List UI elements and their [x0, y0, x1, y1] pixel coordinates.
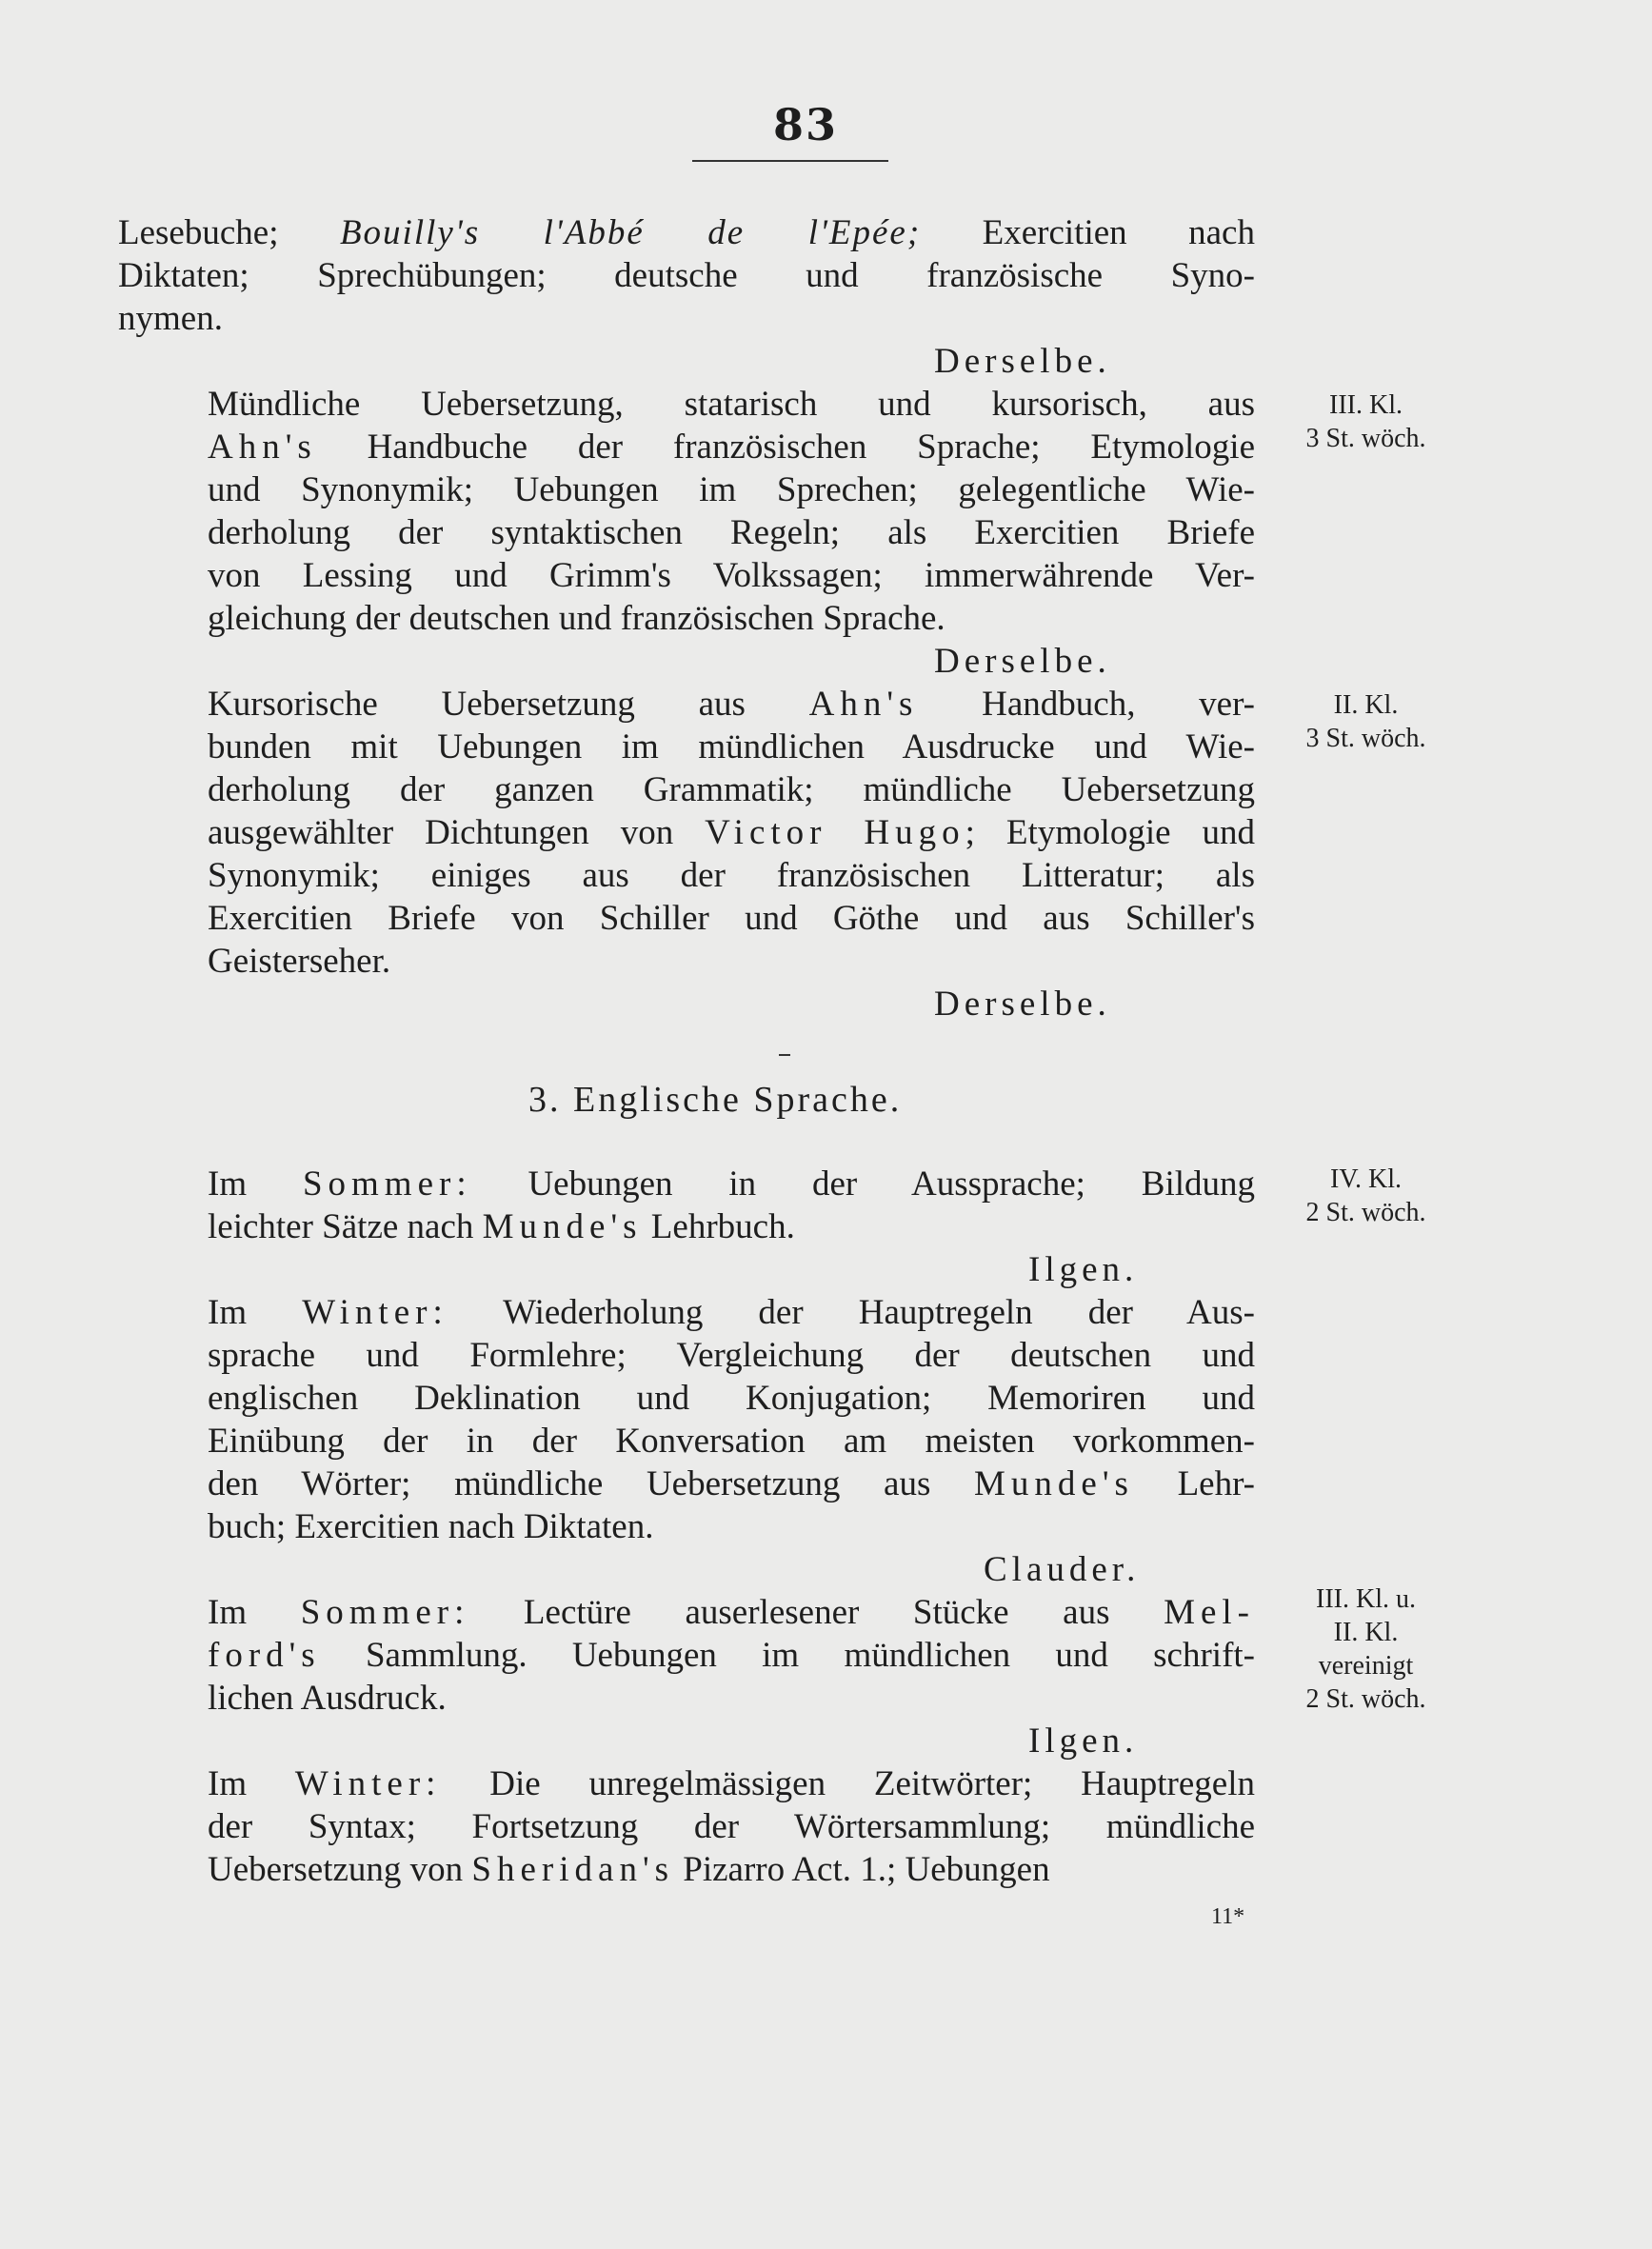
paragraph-6-body: [118, 1591, 1255, 1720]
page-number: 83: [772, 99, 838, 150]
section-heading: 3. Englische Sprache.: [528, 1080, 903, 1120]
signature-3: Derselbe.: [934, 985, 1111, 1024]
text-line: Lesebuche; Bouilly's l'Abbé de l'Epée; Exercitien nach: [118, 213, 1255, 252]
text-line: Im Winter: Die unregelmässigen Zeitwörter; Hauptregeln: [208, 1764, 1255, 1803]
text-line: ford's Sammlung. Uebungen im mündlichen und schrift-: [208, 1636, 1255, 1675]
spaced-name: Sheridan's: [471, 1850, 675, 1889]
margin-note-6: [1268, 1582, 1463, 1716]
text-line: bunden mit Uebungen im mündlichen Ausdrucke und Wie-: [208, 727, 1255, 766]
text-line: Mündliche Uebersetzung, statarisch und kursorisch, aus: [208, 385, 1255, 424]
spaced-name: Ahn's: [808, 685, 919, 724]
spaced-name: Sommer:: [300, 1593, 470, 1632]
spaced-name: Winter:: [302, 1293, 448, 1332]
signature-6: Ilgen.: [1028, 1722, 1139, 1761]
text-line: derholung der ganzen Grammatik; mündliche Uebersetzung: [208, 770, 1255, 809]
text-line: der Syntax; Fortsetzung der Wörtersammlung; mündliche: [208, 1807, 1255, 1846]
text-line: Im Sommer: Lectüre auserlesener Stücke aus Mel-: [208, 1593, 1255, 1632]
text-line: von Lessing und Grimm's Volkssagen; immerwährende Ver-: [208, 556, 1255, 595]
text-line: gleichung der deutschen und französischen Sprache.: [208, 599, 945, 638]
margin-note-4: [1268, 1163, 1463, 1229]
spaced-name: Victor Hugo: [705, 813, 965, 852]
spaced-name: Ahn's: [208, 428, 317, 467]
paragraph-5-body: [118, 1291, 1255, 1548]
signature-5: Clauder.: [984, 1550, 1141, 1589]
paragraph-4-body: [118, 1163, 1255, 1248]
text-line: Diktaten; Sprechübungen; deutsche und französische Syno-: [118, 256, 1255, 295]
margin-note-line: vereinigt: [1318, 1651, 1414, 1681]
paragraph-5: [118, 1291, 1255, 1548]
paragraph-1: [118, 211, 1255, 340]
signature-1: Derselbe.: [934, 342, 1111, 381]
spaced-name: Winter:: [294, 1764, 442, 1803]
margin-note-line: II. Kl.: [1333, 690, 1399, 720]
text-line: ausgewählter Dichtungen von Victor Hugo; Etymologie und: [208, 813, 1255, 852]
paragraph-7: [118, 1762, 1255, 1891]
text-line: Ahn's Handbuche der französischen Sprache; Etymologie: [208, 428, 1255, 467]
text-line: Exercitien Briefe von Schiller und Göthe und aus Schiller's: [208, 899, 1255, 938]
italic-title: Bouilly's l'Abbé de l'Epée;: [339, 213, 922, 252]
paragraph-2: [118, 383, 1255, 640]
margin-note-line: IV. Kl.: [1330, 1164, 1402, 1194]
section-dash: [779, 1054, 790, 1056]
paragraph-2-body: [118, 383, 1255, 640]
footer-signature: 11*: [1211, 1904, 1245, 1929]
text-line: lichen Ausdruck.: [208, 1679, 447, 1718]
spaced-name: Munde's: [482, 1207, 643, 1246]
text-line: Uebersetzung von Sheridan's Pizarro Act. 1.; Uebungen: [208, 1850, 1050, 1889]
paragraph-6: [118, 1591, 1255, 1720]
paragraph-3: [118, 683, 1255, 983]
spaced-name: ford's: [208, 1636, 321, 1675]
text-line: Kursorische Uebersetzung aus Ahn's Handbuch, ver-: [208, 685, 1255, 724]
margin-note-3: [1268, 688, 1463, 755]
margin-note-line: III. Kl.: [1329, 390, 1403, 420]
text-line: und Synonymik; Uebungen im Sprechen; gelegentliche Wie-: [208, 470, 1255, 509]
margin-note-line: 3 St. wöch.: [1305, 424, 1426, 453]
paragraph-4: [118, 1163, 1255, 1248]
paragraph-7-body: [118, 1762, 1255, 1891]
spaced-name: Sommer:: [302, 1164, 472, 1204]
margin-note-line: 3 St. wöch.: [1305, 724, 1426, 753]
text-line: sprache und Formlehre; Vergleichung der deutschen und: [208, 1336, 1255, 1375]
paragraph-3-body: [118, 683, 1255, 983]
signature-4: Ilgen.: [1028, 1250, 1139, 1289]
margin-note-line: 2 St. wöch.: [1305, 1684, 1426, 1714]
text-line: Im Sommer: Uebungen in der Aussprache; Bildung: [208, 1164, 1256, 1204]
text-line: leichter Sätze nach Munde's Lehrbuch.: [208, 1207, 795, 1246]
signature-2: Derselbe.: [934, 642, 1111, 681]
text-line: Im Winter: Wiederholung der Hauptregeln der Aus-: [208, 1293, 1255, 1332]
margin-note-2: [1268, 388, 1463, 455]
text-line: Geisterseher.: [208, 942, 391, 981]
text-line: Einübung der in der Konversation am meisten vorkommen-: [208, 1422, 1255, 1461]
text-line: derholung der syntaktischen Regeln; als Exercitien Briefe: [208, 513, 1255, 552]
text-line: den Wörter; mündliche Uebersetzung aus Munde's Lehr-: [208, 1464, 1255, 1503]
margin-note-line: II. Kl.: [1333, 1618, 1399, 1647]
paragraph-1-body: [118, 211, 1255, 340]
text-line: Synonymik; einiges aus der französischen Litteratur; als: [208, 856, 1255, 895]
text-line: englischen Deklination und Konjugation; Memoriren und: [208, 1379, 1255, 1418]
text-line: nymen.: [118, 299, 223, 338]
text-line: buch; Exercitien nach Diktaten.: [208, 1507, 654, 1546]
margin-note-line: III. Kl. u.: [1316, 1584, 1416, 1614]
spaced-name: Munde's: [974, 1464, 1134, 1503]
spaced-name: Mel-: [1164, 1593, 1255, 1632]
margin-note-line: 2 St. wöch.: [1305, 1198, 1426, 1227]
header-rule: [692, 160, 888, 162]
